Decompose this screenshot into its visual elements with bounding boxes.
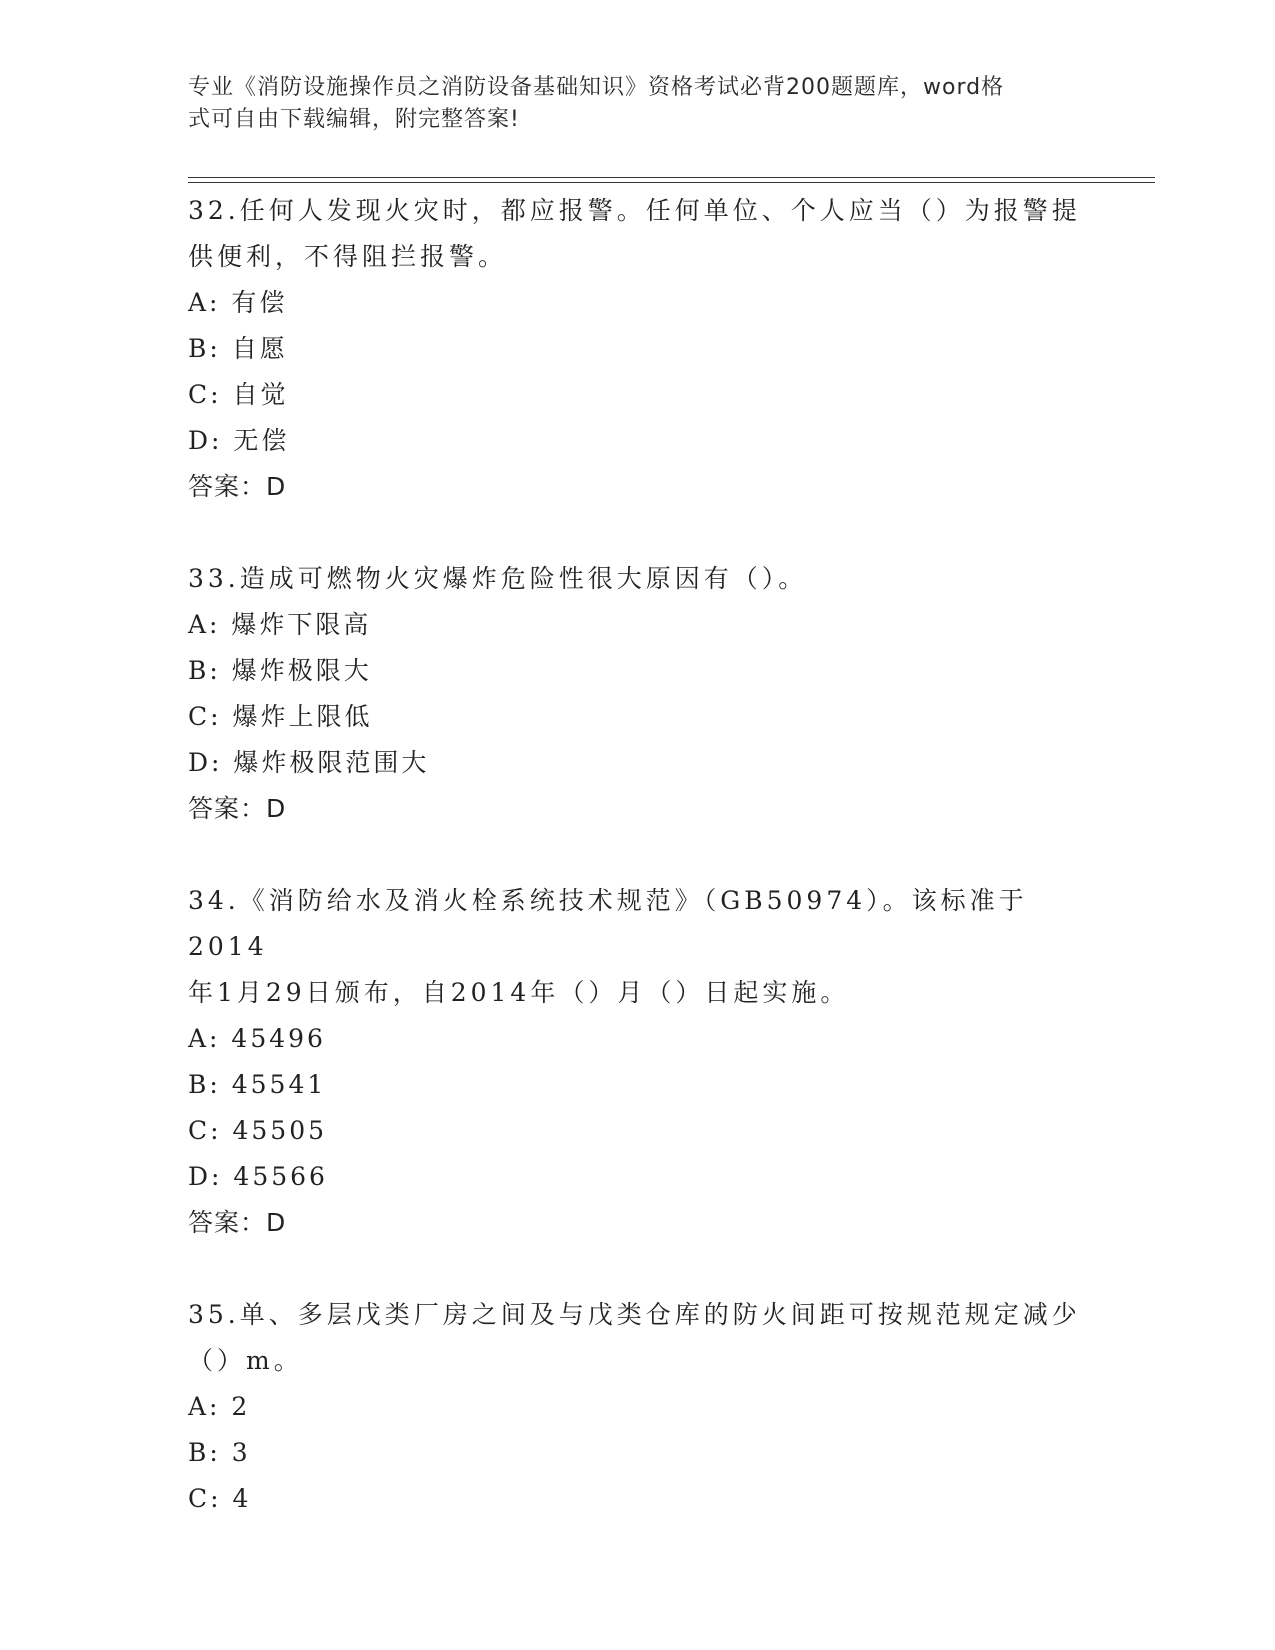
header-line-2: 式可自由下载编辑，附完整答案! — [188, 107, 520, 132]
question-text: 34.《消防给水及消火栓系统技术规范》（GB50974）。该标准于2014 — [188, 886, 1028, 961]
option-d: D: 45566 — [188, 1162, 328, 1191]
question-text: 33.造成可燃物火灾爆炸危险性很大原因有（）。 — [188, 564, 808, 593]
header-line-1: 专业《消防设施操作员之消防设备基础知识》资格考试必背200题题库，word格 — [188, 75, 1005, 100]
option-b: B: 3 — [188, 1438, 251, 1467]
option-c: C: 4 — [188, 1484, 252, 1513]
question-text-continued: （）m。 — [188, 1346, 303, 1375]
option-b: B: 自愿 — [188, 334, 288, 363]
question-34 — [188, 878, 1088, 1246]
answer-label: 答案：D — [188, 794, 287, 823]
answer-label: 答案：D — [188, 472, 287, 501]
option-d: D: 爆炸极限范围大 — [188, 748, 430, 777]
question-text-continued: 年1月29日颁布，自2014年（）月（）日起实施。 — [188, 978, 850, 1007]
header-divider-top — [188, 177, 1155, 178]
option-a: A: 有偿 — [188, 288, 288, 317]
option-b: B: 爆炸极限大 — [188, 656, 372, 685]
option-c: C: 自觉 — [188, 380, 289, 409]
option-a: A: 2 — [188, 1392, 251, 1421]
header-divider-bottom — [188, 182, 1155, 183]
option-a: A: 爆炸下限高 — [188, 610, 372, 639]
question-32 — [188, 188, 1088, 510]
document-header — [188, 72, 1068, 136]
question-35 — [188, 1292, 1088, 1522]
question-text-continued: 供便利，不得阻拦报警。 — [188, 242, 508, 271]
question-spacer — [188, 1246, 1088, 1292]
question-list — [188, 188, 1088, 1522]
option-a: A: 45496 — [188, 1024, 326, 1053]
question-spacer — [188, 510, 1088, 556]
option-c: C: 爆炸上限低 — [188, 702, 373, 731]
question-text: 35.单、多层戊类厂房之间及与戊类仓库的防火间距可按规范规定减少 — [188, 1300, 1081, 1329]
question-spacer — [188, 832, 1088, 878]
option-c: C: 45505 — [188, 1116, 328, 1145]
answer-label: 答案：D — [188, 1208, 287, 1237]
question-33 — [188, 556, 1088, 832]
question-text: 32.任何人发现火灾时，都应报警。任何单位、个人应当（）为报警提 — [188, 196, 1081, 225]
option-b: B: 45541 — [188, 1070, 327, 1099]
option-d: D: 无偿 — [188, 426, 290, 455]
